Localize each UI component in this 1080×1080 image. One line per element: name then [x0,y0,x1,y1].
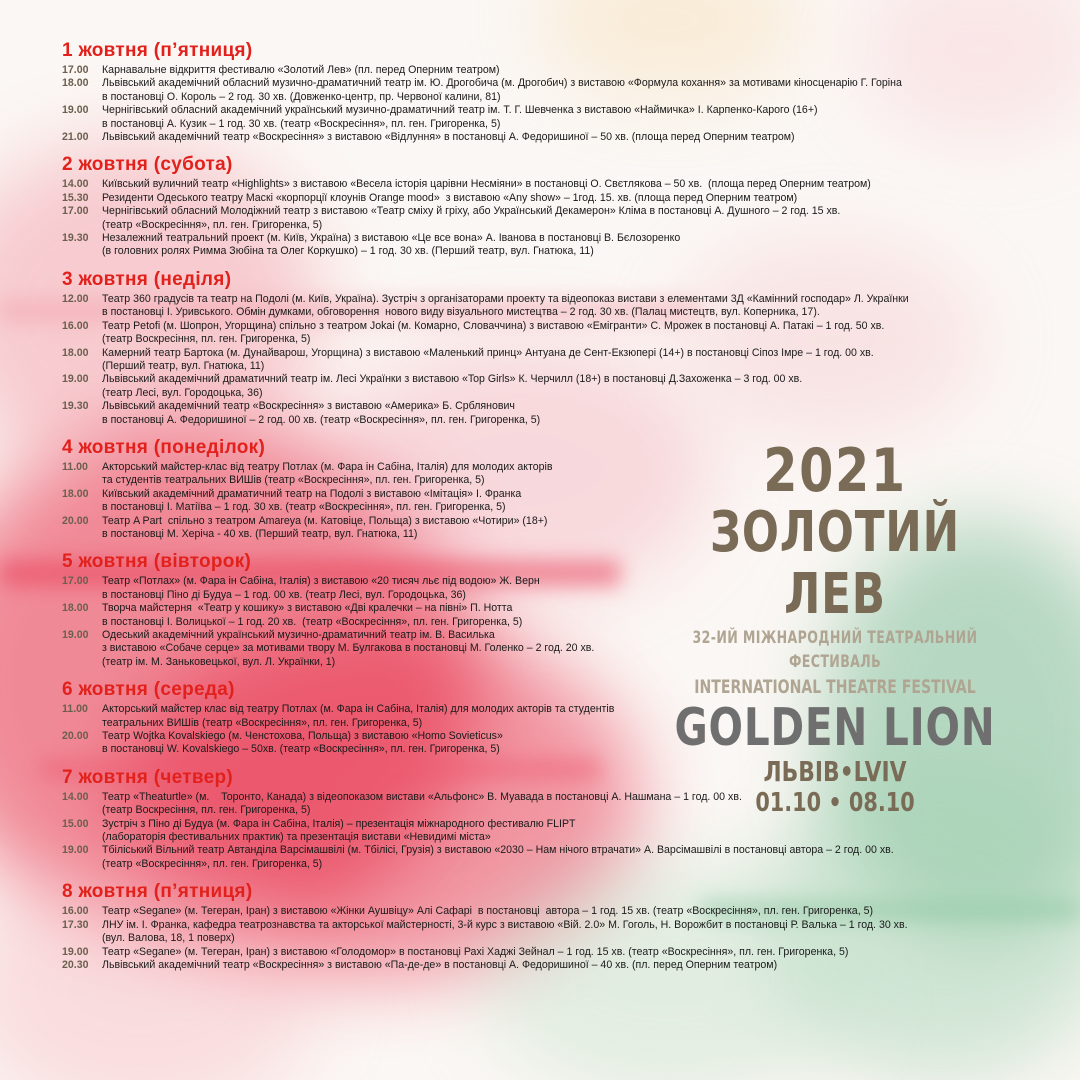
logo-title-en: GOLDEN LION [674,698,996,758]
event-description [102,192,1022,205]
event-row [62,818,1022,845]
event-line: (театр Лесі, вул. Городоцька, 36) [102,386,263,399]
event-time: 15.30 [62,191,89,204]
day-section [62,881,1022,972]
event-line: Незалежний театральний проект (м. Київ, Україна) з виставою «Це все вона» А. Іванова в постановці В. Бєлозоренко [102,232,681,245]
event-time: 17.00 [62,575,89,588]
event-description [102,320,1022,347]
event-description [102,64,1022,77]
event-description [102,205,1022,232]
event-line: (лабораторія фестивальних практик) та презентація вистави «Невидимі міста» [102,831,491,844]
day-section [62,154,1022,258]
festival-logo [620,436,1050,818]
event-time: 17.00 [62,205,89,218]
event-line: в постановці А. Кузик – 1 год. 30 хв. (театр «Воскресіння», пл. ген. Григоренка, 5) [102,117,501,130]
event-time: 19.00 [62,373,89,386]
event-line: Театр 360 градусів та театр на Подолі (м. Київ, Україна). Зустріч з організаторами проекту та відеопоказ вистави з елементами 3Д «Камінний господар» Л. Українки [102,292,909,305]
logo-city: ЛЬВІВ•LVIV [763,755,907,788]
event-description [102,178,1022,191]
event-time: 18.00 [62,77,89,90]
event-line: Чернігівський обласний академічний український музично-драматичний театр ім. Т. Г. Шевченка з виставою «Наймичка» І. Карпенко-Карого (16+) [102,104,818,117]
day-title: 7 жовтня (четвер) [62,766,234,788]
event-row [62,320,1022,347]
event-row [62,178,1022,191]
event-line: в постановці М. Херіча - 40 хв. (Перший театр, вул. Гнатюка, 11) [102,527,418,540]
event-line: Камерний театр Бартока (м. Дунайварош, Угорщина) з виставою «Маленький принц» Антуана де Сент-Екзюпері (14+) в постановці Сіпоз Імре – 1 год. 00 хв. [102,346,874,359]
event-description [102,347,1022,374]
event-row [62,844,1022,871]
event-line: Тбіліський Вільний театр Автанділа Варсімашвілі (м. Тбілісі, Грузія) з виставою «2030 – Нам нічого втрачати» А. Варсімашвілі в постановці автора – 2 год. 00 хв. [102,844,894,857]
event-description [102,400,1022,427]
event-description [102,844,1022,871]
event-line: (вул. Валова, 18, 1 поверх) [102,932,235,945]
event-line: (театр Воскресіння, пл. ген. Григоренка, 5) [102,804,311,817]
event-line: Карнавальне відкриття фестивалю «Золотий Лев» (пл. перед Оперним театром) [102,64,500,76]
event-line: (театр Воскресіння, пл. ген. Григоренка, 5) [102,333,311,346]
event-row [62,131,1022,144]
event-line: Акторський майстер-клас від театру Потлах (м. Фара ін Сабіна, Італія) для молодих акторів [102,460,553,473]
event-line: Театр «Потлах» (м. Фара ін Сабіна, Італія) з виставою «20 тисяч льє під водою» Ж. Верн [102,575,540,588]
logo-subtitle-en: INTERNATIONAL THEATRE FESTIVAL [694,676,976,698]
event-description [102,131,1022,144]
event-line: Театр «Segane» (м. Тегеран, Іран) з виставою «Голодомор» в постановці Рахі Хаджі Зейнал – 1 год. 15 хв. (театр «Воскресіння», пл. ген. Григоренка, 5) [102,945,849,958]
event-line: в постановці О. Король – 2 год. 30 хв. (Довженко-центр, пр. Червоної калини, 81) [102,90,501,103]
event-time: 11.00 [62,703,88,716]
day-title: 6 жовтня (середа) [62,679,235,701]
event-time: 19.00 [62,945,89,958]
event-line: театральних ВИШів (театр «Воскресіння», пл. ген. Григоренка, 5) [102,716,423,729]
event-description [102,293,1022,320]
event-line: Львівський академічний драматичний театр ім. Лесі Українки з виставою «Top Girls» К. Черчилл (18+) в постановці Д.Захоженка – 3 год. 00 хв. [102,373,803,386]
logo-subtitle-ua: 32-ИЙ МІЖНАРОДНИЙ ТЕАТРАЛЬНИЙ ФЕСТИВАЛЬ [692,628,978,672]
event-line: в постановці І. Матіїва – 1 год. 30 хв. (театр «Воскресіння», пл. ген. Григоренка, 5) [102,501,506,514]
event-line: Львівський академічний обласний музично-драматичний театр ім. Ю. Дрогобича (м. Дрогобич) з виставою «Формула кохання» за мотивами кіносценарію Г. Горіна [102,77,902,90]
event-time: 15.00 [62,817,89,830]
event-time: 16.00 [62,319,89,332]
day-title: 2 жовтня (субота) [62,154,233,176]
event-description [102,373,1022,400]
event-line: Львівський академічний театр «Воскресіння» з виставою «Па-де-де» в постановці А. Федоришиної – 40 хв. (пл. перед Оперним театром) [102,958,778,971]
event-line: Київський академічний драматичний театр на Подолі з виставою «Імітація» І. Франка [102,487,522,500]
event-line: Одеський академічний український музично-драматичний театр ім. В. Василька [102,629,495,641]
event-time: 19.00 [62,104,89,117]
event-time: 19.30 [62,400,89,413]
event-line: Акторський майстер клас від театру Потлах (м. Фара ін Сабіна, Італія) для молодих акторів та студентів [102,703,615,716]
event-row [62,232,1022,259]
event-time: 16.00 [62,905,89,918]
event-line: Театр Wojtka Kovalskiego (м. Ченстохова, Польща) з виставою «Homo Sovieticus» [102,730,503,743]
event-time: 17.00 [62,64,89,76]
event-line: в постановці І. Уривського. Обмін думками, обговорення нового виду візуального мистецтва – 2 год. 30 хв. (Палац мистецтв, вул. Коперника, 17). [102,306,820,319]
event-line: (театр «Воскресіння», пл. ген. Григоренка, 5) [102,857,323,870]
event-row [62,905,1022,918]
event-line: та студентів театральних ВИШів (театр «Воскресіння», пл. ген. Григоренка, 5) [102,474,485,487]
event-line: Київський вуличний театр «Highlights» з виставою «Весела історія царівни Несміяни» в постановці О. Свєтлякова – 50 хв. (площа перед Оперним театром) [102,178,871,191]
event-time: 18.00 [62,346,89,359]
event-line: в постановці W. Kovalskiego – 50хв. (театр «Воскресіння», пл. ген. Григоренка, 5) [102,743,500,756]
event-row [62,205,1022,232]
event-row [62,192,1022,205]
event-time: 20.00 [62,514,89,527]
event-description [102,104,1022,131]
event-line: в постановці І. Волицької – 1 год. 20 хв. (театр «Воскресіння», пл. ген. Григоренка, 5) [102,615,523,628]
day-title: 1 жовтня (п’ятниця) [62,40,253,61]
event-time: 19.30 [62,232,89,245]
event-line: (в головних ролях Римма Зюбіна та Олег Коркушко) – 1 год. 30 хв. (Перший театр, вул. Гнатюка, 11) [102,245,594,258]
logo-title-ua: ЗОЛОТИЙ ЛЕВ [710,500,960,627]
event-row [62,77,1022,104]
event-line: Театр «Segane» (м. Тегеран, Іран) з виставою «Жінки Аушвіцу» Алі Сафарі в постановці автора – 1 год. 15 хв. (театр «Воскресіння», пл. ген. Григоренка, 5) [102,905,874,918]
event-description [102,77,1022,104]
event-line: Львівський академічний театр «Воскресіння» з виставою «Відлуння» в постановці А. Федоришиної – 50 хв. (площа перед Оперним театром) [102,131,795,144]
event-line: Театр A Part спільно з театром Amareya (м. Катовіце, Польща) з виставою «Чотири» (18+) [102,514,548,527]
event-row [62,959,1022,972]
event-time: 19.00 [62,844,89,857]
event-line: (Перший театр, вул. Гнатюка, 11) [102,359,265,372]
event-line: в постановці Піно ді Будуа – 1 год. 00 хв. (театр Лесі, вул. Городоцька, 36) [102,588,466,601]
event-time: 17.30 [62,918,89,931]
logo-year: 2021 [763,436,907,506]
event-line: Театр Petofi (м. Шопрон, Угорщина) спільно з театром Jokai (м. Комарно, Словаччина) з виставою «Емігранти» С. Мрожек в постановці А. Патакі – 1 год. 50 хв. [102,319,885,332]
event-description [102,905,1022,918]
event-time: 20.30 [62,958,89,971]
event-description [102,946,1022,959]
event-time: 18.00 [62,487,89,500]
event-time: 20.00 [62,730,89,743]
day-title: 4 жовтня (понеділок) [62,436,266,458]
event-time: 14.00 [62,790,89,803]
event-line: з виставою «Собаче серце» за мотивами твору М. Булгакова в постановці М. Голенко – 2 год. 20 хв. [102,642,595,655]
event-line: Чернігівський обласний Молодіжний театр з виставою «Театр сміху й гріху, або Український Декамерон» Кліма в постановці А. Душного – 2 год. 15 хв. [102,205,841,218]
day-title: 3 жовтня (неділя) [62,268,232,290]
event-row [62,946,1022,959]
event-time: 19.00 [62,629,89,641]
event-line: Резиденти Одеського театру Маскі «корпорції клоунів Orange mood» з виставою «Any show» – 1год. 15. хв. (площа перед Оперним театром) [102,191,798,204]
event-time: 21.00 [62,131,89,144]
event-time: 11.00 [62,460,88,473]
day-section [62,40,1022,144]
event-row [62,104,1022,131]
logo-dates: 01.10 • 08.10 [755,788,915,818]
event-line: Львівський академічний театр «Воскресіння» з виставою «Америка» Б. Срблянович [102,400,515,413]
event-line: (театр ім. М. Заньковецької, вул. Л. Українки, 1) [102,655,336,668]
day-title: 5 жовтня (вівторок) [62,551,252,573]
event-time: 12.00 [62,292,89,305]
event-row [62,293,1022,320]
day-section [62,269,1022,427]
day-title: 8 жовтня (п’ятниця) [62,881,253,903]
event-line: Зустріч з Піно ді Будуа (м. Фара ін Сабіна, Італія) – презентація міжнародного фестивалю FLIPT [102,817,576,830]
event-time: 18.00 [62,602,89,615]
event-description [102,959,1022,972]
event-row [62,919,1022,946]
event-description [102,919,1022,946]
event-line: Творча майстерня «Театр у кошику» з виставою «Дві кралечки – на півні» П. Нотта [102,602,513,615]
event-line: ЛНУ ім. І. Франка, кафедра театрознавства та акторської майстерності, 3-й курс з виставою «Вій. 2.0» М. Гоголь, Н. Ворожбит в постановці Р. Валька – 1 год. 30 хв. [102,918,908,931]
event-row [62,347,1022,374]
event-line: в постановці А. Федоришиної – 2 год. 00 хв. (театр «Воскресіння», пл. ген. Григоренка, 5) [102,413,541,426]
event-row [62,64,1022,77]
event-description [102,232,1022,259]
event-description [102,818,1022,845]
event-line: Театр «Theaturtle» (м. Торонто, Канада) з відеопоказом вистави «Альфонс» В. Муавада в постановці А. Нашмана – 1 год. 00 хв. [102,790,742,803]
event-time: 14.00 [62,178,89,191]
event-line: (театр «Воскресіння», пл. ген. Григоренка, 5) [102,218,323,231]
event-row [62,400,1022,427]
event-row [62,373,1022,400]
